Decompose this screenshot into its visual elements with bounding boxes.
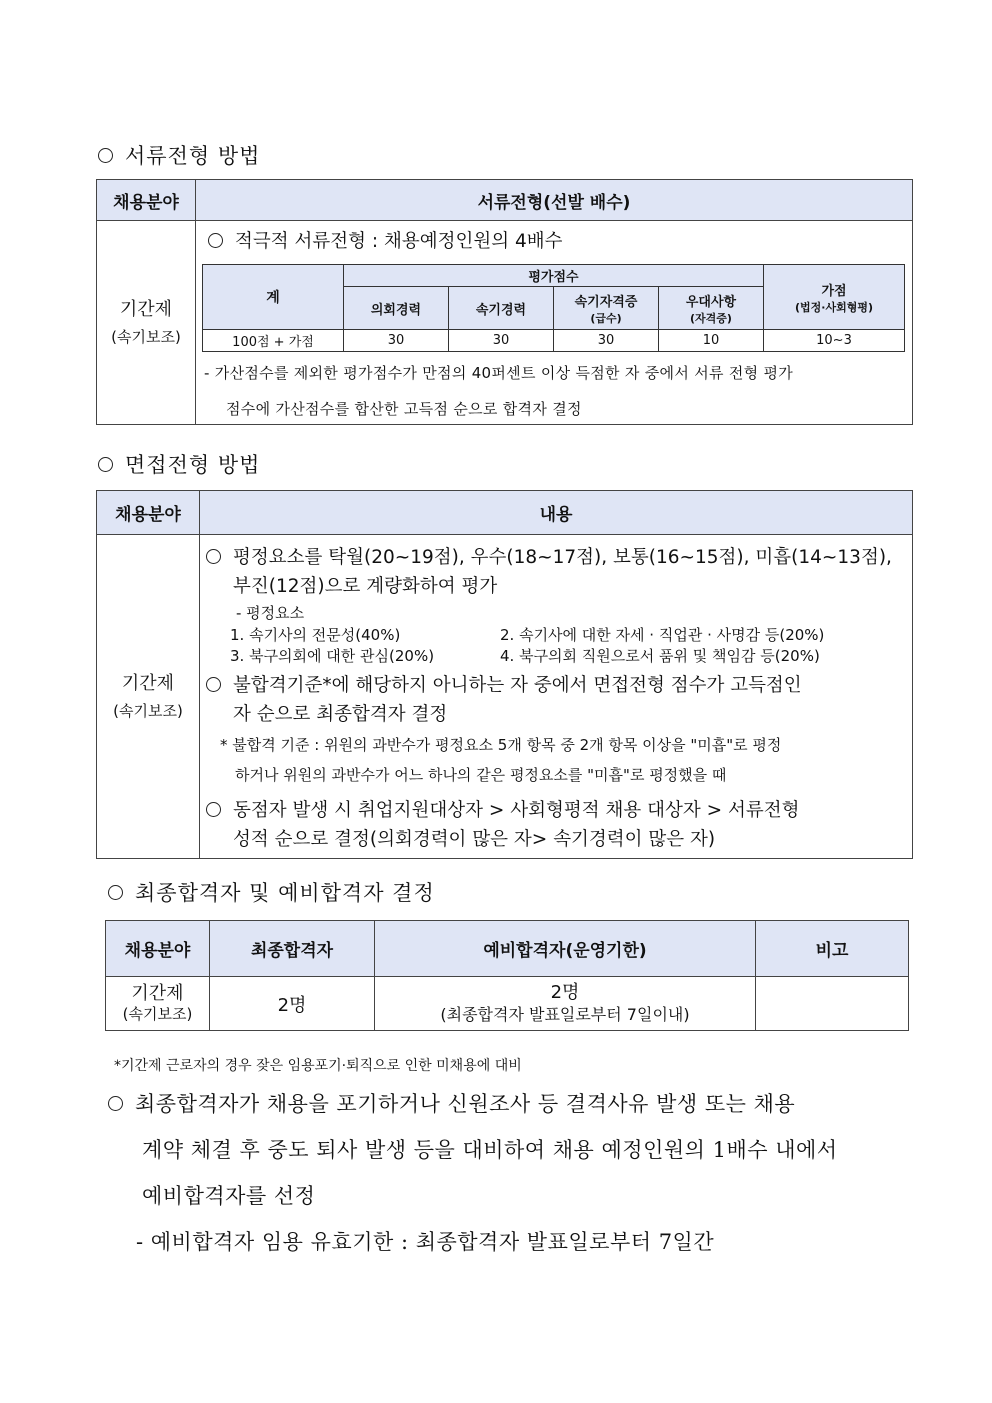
col-header-remark: 비고 xyxy=(756,921,909,977)
field-main: 기간제 xyxy=(119,299,173,321)
col-header-content: 서류전형(선발 배수) xyxy=(196,180,913,221)
bonus-header-cell xyxy=(764,265,905,330)
factor-item-1: 1. 속기사의 전문성(40%) xyxy=(230,626,401,644)
remark-cell xyxy=(756,977,909,1031)
tie-rule-line1: 동점자 발생 시 취업지원대상자 > 사회형평적 채용 대상자 > 서류전형 xyxy=(206,796,799,822)
col-header-field: 채용분야 xyxy=(106,921,210,977)
final-selection-table xyxy=(105,920,909,1031)
final-count: 2명 xyxy=(210,977,375,1031)
col-header-final: 최종합격자 xyxy=(210,921,375,977)
field-sub: (속기보조) xyxy=(122,1005,193,1024)
circle-bullet-icon xyxy=(98,148,113,163)
circle-bullet-icon xyxy=(206,677,221,692)
reserve-para-line1: 최종합격자가 채용을 포기하거나 신원조사 등 결격사유 발생 또는 채용 xyxy=(108,1088,795,1118)
circle-bullet-icon xyxy=(108,885,123,900)
reserve-count: 2명 xyxy=(550,982,580,1004)
field-sub: (속기보조) xyxy=(111,327,181,346)
field-cell xyxy=(97,535,200,859)
fail-criteria-line2: 자 순으로 최종합격자 결정 xyxy=(233,704,448,725)
tie-rule-line2: 성적 순으로 결정(의회경력이 많은 자> 속기경력이 많은 자) xyxy=(233,829,716,850)
fail-criteria-line1: 불합격기준*에 해당하지 아니하는 자 중에서 면접전형 점수가 고득점인 xyxy=(206,671,802,697)
score-note-line2: 점수에 가산점수를 합산한 고득점 순으로 합격자 결정 xyxy=(226,400,582,418)
field-cell xyxy=(106,977,210,1031)
fail-footnote-line2: 하거나 위원의 과반수가 어느 하나의 같은 평정요소를 "미흡"로 평정했을 때 xyxy=(235,766,727,784)
value-3: 30 xyxy=(554,330,659,352)
circle-bullet-icon xyxy=(206,549,221,564)
content-cell xyxy=(200,535,913,859)
eval-paragraph-line2: 부진(12점)으로 계량화하여 평가 xyxy=(233,576,498,597)
eval-col-3: 속기자격증 (급수) xyxy=(554,287,659,330)
bonus-value: 10~3 xyxy=(764,330,905,352)
col-header-reserve: 예비합격자(운영기한) xyxy=(375,921,756,977)
eval-col-2: 속기경력 xyxy=(449,287,554,330)
bonus-header: 가점 xyxy=(821,283,847,299)
factor-item-2: 2. 속기사에 대한 자세 · 직업관 · 사명감 등(20%) xyxy=(500,626,825,644)
factor-item-3: 3. 북구의회에 대한 관심(20%) xyxy=(230,647,435,665)
total-header: 계 xyxy=(203,265,344,330)
document-screening-table xyxy=(96,179,913,425)
field-cell xyxy=(97,221,196,425)
field-main: 기간제 xyxy=(131,983,184,1005)
interview-table xyxy=(96,490,913,859)
section1-heading: 서류전형 방법 xyxy=(98,140,260,170)
eval-col-4: 우대사항 (자격증) xyxy=(659,287,764,330)
reserve-note: (최종합격자 발표일로부터 7일이내) xyxy=(440,1004,690,1024)
circle-bullet-icon xyxy=(206,802,221,817)
reserve-validity: - 예비합격자 임용 유효기한 : 최종합격자 발표일로부터 7일간 xyxy=(136,1230,715,1254)
factor-item-4: 4. 북구의회 직원으로서 품위 및 책임감 등(20%) xyxy=(500,647,820,665)
section2-heading: 면접전형 방법 xyxy=(98,449,260,479)
eval-col-1: 의회경력 xyxy=(344,287,449,330)
fail-footnote-line1: * 불합격 기준 : 위원의 과반수가 평정요소 5개 항목 중 2개 항목 이상을 "미흡"로 평정 xyxy=(220,736,782,754)
value-1: 30 xyxy=(344,330,449,352)
col-header-content: 내용 xyxy=(200,491,913,535)
reserve-para-line3: 예비합격자를 선정 xyxy=(142,1184,316,1208)
circle-bullet-icon xyxy=(208,233,223,248)
circle-bullet-icon xyxy=(108,1096,123,1111)
field-sub: (속기보조) xyxy=(113,701,183,720)
content-cell xyxy=(196,221,913,425)
bonus-sub: (법정·사회형평) xyxy=(795,300,873,314)
col-header-field: 채용분야 xyxy=(97,491,200,535)
total-value: 100점 + 가점 xyxy=(203,330,344,352)
value-2: 30 xyxy=(449,330,554,352)
section3-heading: 최종합격자 및 예비합격자 결정 xyxy=(108,877,435,907)
reserve-para-line2: 계약 체결 후 중도 퇴사 발생 등을 대비하여 채용 예정인원의 1배수 내에서 xyxy=(142,1138,838,1162)
value-4: 10 xyxy=(659,330,764,352)
score-table xyxy=(202,264,905,352)
field-main: 기간제 xyxy=(121,673,175,695)
score-note-line1: - 가산점수를 제외한 평가점수가 만점의 40퍼센트 이상 득점한 자 중에서 서류 전형 평가 xyxy=(204,364,794,382)
contract-footnote: *기간제 근로자의 경우 잦은 임용포기·퇴직으로 인한 미채용에 대비 xyxy=(114,1058,522,1074)
eval-header: 평가점수 xyxy=(344,265,764,287)
intro-line: 적극적 서류전형 : 채용예정인원의 4배수 xyxy=(208,227,562,253)
reserve-cell xyxy=(375,977,756,1031)
col-header-field: 채용분야 xyxy=(97,180,196,221)
eval-paragraph-line1: 평정요소를 탁월(20~19점), 우수(18~17점), 보통(16~15점), 미흡(14~13점), xyxy=(206,543,892,569)
factor-subtitle: - 평정요소 xyxy=(236,604,305,622)
circle-bullet-icon xyxy=(98,457,113,472)
